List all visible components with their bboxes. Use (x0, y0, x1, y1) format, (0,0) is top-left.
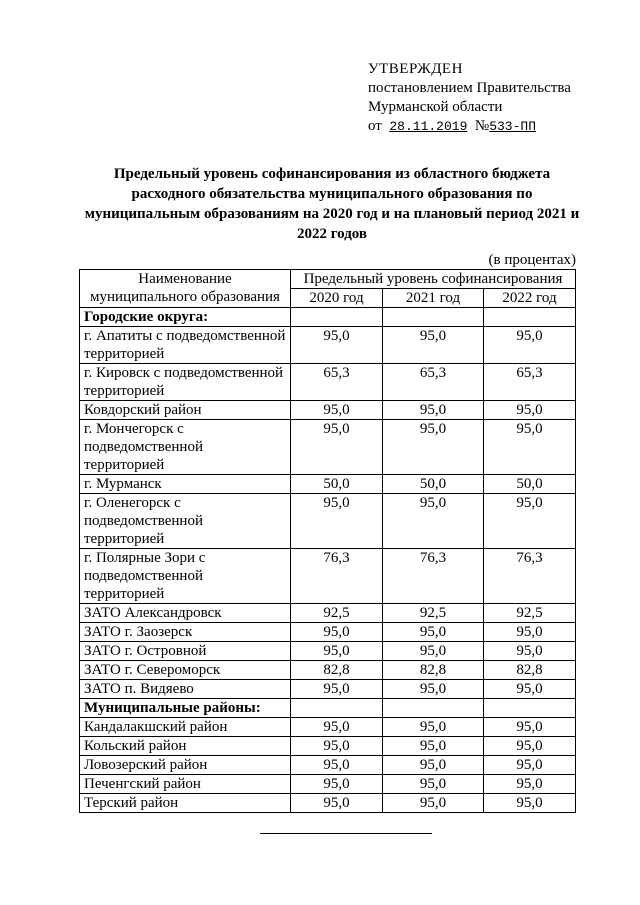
level-value: 95,0 (383, 623, 484, 642)
table-row (80, 623, 576, 642)
municipality-name: ЗАТО г. Островной (80, 642, 291, 661)
municipality-name: ЗАТО Александровск (80, 604, 291, 623)
header-year: 2020 год (291, 289, 383, 308)
number-prefix: № (474, 118, 490, 134)
level-value: 95,0 (291, 737, 383, 756)
level-value: 95,0 (484, 756, 576, 775)
table-row (80, 401, 576, 420)
level-value: 95,0 (484, 420, 576, 475)
municipality-name: ЗАТО п. Видяево (80, 680, 291, 699)
empty-cell (383, 699, 484, 718)
header-level: Предельный уровень софинансирования (291, 270, 576, 289)
table-row (80, 642, 576, 661)
level-value: 65,3 (383, 364, 484, 401)
level-value: 95,0 (383, 327, 484, 364)
level-value: 95,0 (291, 401, 383, 420)
municipality-name: ЗАТО г. Североморск (80, 661, 291, 680)
level-value: 50,0 (291, 475, 383, 494)
level-value: 95,0 (383, 642, 484, 661)
level-value: 95,0 (383, 680, 484, 699)
level-value: 95,0 (291, 794, 383, 813)
empty-cell (291, 699, 383, 718)
level-value: 95,0 (484, 623, 576, 642)
level-value: 95,0 (383, 756, 484, 775)
table-row (80, 604, 576, 623)
level-value: 82,8 (383, 661, 484, 680)
level-value: 95,0 (484, 327, 576, 364)
approval-number: 533-ПП (489, 119, 536, 134)
table-row (80, 661, 576, 680)
table-row (80, 794, 576, 813)
level-value: 76,3 (291, 549, 383, 604)
level-value: 65,3 (484, 364, 576, 401)
group-row (80, 699, 576, 718)
level-value: 92,5 (291, 604, 383, 623)
table-row (80, 718, 576, 737)
municipality-name: г. Мончегорск с подведомственной территорией (80, 420, 291, 475)
table-row (80, 475, 576, 494)
level-value: 82,8 (291, 661, 383, 680)
approval-heading: УТВЕРЖДЕН (368, 61, 463, 77)
level-value: 95,0 (484, 401, 576, 420)
municipality-name: Кольский район (80, 737, 291, 756)
table-row (80, 420, 576, 475)
level-value: 50,0 (484, 475, 576, 494)
level-value: 95,0 (484, 737, 576, 756)
level-value: 95,0 (291, 327, 383, 364)
table-row (80, 775, 576, 794)
municipality-name: г. Мурманск (80, 475, 291, 494)
level-value: 95,0 (291, 680, 383, 699)
table-row (80, 327, 576, 364)
level-value: 95,0 (291, 756, 383, 775)
level-value: 95,0 (383, 775, 484, 794)
level-value: 95,0 (291, 718, 383, 737)
cofinancing-table (79, 269, 576, 813)
table-row (80, 737, 576, 756)
empty-cell (484, 308, 576, 327)
level-value: 95,0 (383, 718, 484, 737)
header-year: 2022 год (484, 289, 576, 308)
level-value: 95,0 (291, 775, 383, 794)
table-row (80, 364, 576, 401)
level-value: 95,0 (484, 494, 576, 549)
municipality-name: г. Кировск с подведомственной территорией (80, 364, 291, 401)
table-row (80, 549, 576, 604)
approval-line-2: Мурманской области (368, 99, 503, 115)
level-value: 95,0 (484, 680, 576, 699)
header-year: 2021 год (383, 289, 484, 308)
level-value: 95,0 (291, 642, 383, 661)
empty-cell (383, 308, 484, 327)
table-body (80, 308, 576, 813)
empty-cell (291, 308, 383, 327)
municipality-name: Ловозерский район (80, 756, 291, 775)
level-value: 50,0 (383, 475, 484, 494)
level-value: 76,3 (484, 549, 576, 604)
municipality-name: Кандалакшский район (80, 718, 291, 737)
level-value: 95,0 (291, 623, 383, 642)
municipality-name: г. Полярные Зори с подведомственной территорией (80, 549, 291, 604)
level-value: 76,3 (383, 549, 484, 604)
level-value: 95,0 (383, 794, 484, 813)
level-value: 95,0 (484, 775, 576, 794)
level-value: 95,0 (383, 494, 484, 549)
municipality-name: г. Оленегорск с подведомственной территорией (80, 494, 291, 549)
group-label: Муниципальные районы: (80, 699, 291, 718)
signature-divider (260, 833, 432, 834)
level-value: 95,0 (291, 420, 383, 475)
approval-line-1: постановлением Правительства (368, 80, 571, 96)
level-value: 95,0 (484, 718, 576, 737)
municipality-name: г. Апатиты с подведомственной территорией (80, 327, 291, 364)
group-label: Городские округа: (80, 308, 291, 327)
level-value: 65,3 (291, 364, 383, 401)
level-value: 95,0 (383, 401, 484, 420)
level-value: 92,5 (484, 604, 576, 623)
group-row (80, 308, 576, 327)
level-value: 82,8 (484, 661, 576, 680)
level-value: 95,0 (484, 794, 576, 813)
municipality-name: Печенгский район (80, 775, 291, 794)
date-prefix: от (368, 118, 382, 134)
table-row (80, 680, 576, 699)
document-title: Предельный уровень софинансирования из областного бюджета расходного обязательства муниципального образования по муниципальным образованиям на 2020 год и на плановый период 2021 и 2022 годов (84, 166, 580, 242)
unit-note: (в процентах) (488, 252, 576, 268)
level-value: 95,0 (291, 494, 383, 549)
level-value: 92,5 (383, 604, 484, 623)
municipality-name: ЗАТО г. Заозерск (80, 623, 291, 642)
header-name: Наименование муниципального образования (80, 270, 291, 308)
level-value: 95,0 (383, 737, 484, 756)
table-row (80, 494, 576, 549)
level-value: 95,0 (383, 420, 484, 475)
approval-stamp (368, 60, 571, 136)
municipality-name: Терский район (80, 794, 291, 813)
level-value: 95,0 (484, 642, 576, 661)
table-row (80, 756, 576, 775)
approval-date-line (368, 117, 571, 136)
empty-cell (484, 699, 576, 718)
approval-date: 28.11.2019 (389, 119, 468, 134)
municipality-name: Ковдорский район (80, 401, 291, 420)
